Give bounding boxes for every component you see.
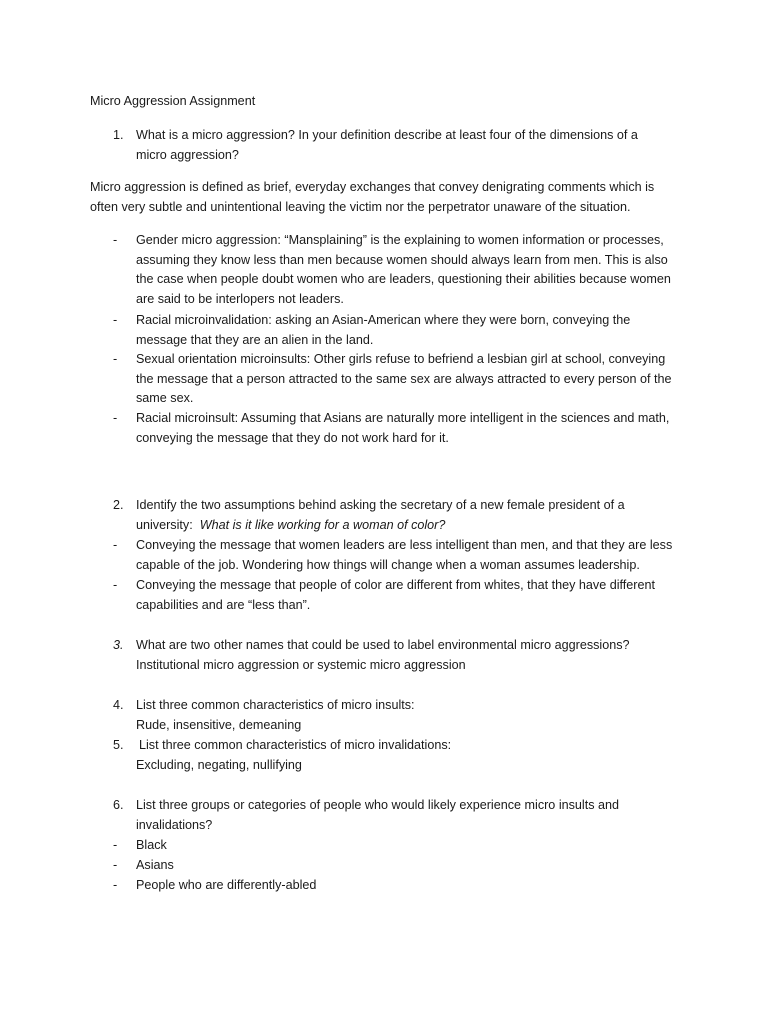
bullet-marker: -: [113, 878, 118, 892]
question-5-question: [139, 736, 451, 756]
bullet-marker: -: [113, 838, 118, 852]
bullet-group-differently-abled: People who are differently-abled: [136, 878, 317, 892]
bullet-line: are said to be interlopers not leaders.: [136, 291, 344, 306]
question-3-answer: Institutional micro aggression or systemic micro aggression: [136, 657, 466, 672]
question-5-answer: [136, 756, 302, 776]
question-3-text: [136, 636, 630, 675]
bullet-group-asians: Asians: [136, 858, 174, 872]
bullet-line: Conveying the message that women leaders are less intelligent than men, and that they are less: [136, 538, 673, 552]
bullet-group-black: Black: [136, 838, 167, 852]
bullet-people-of-color: [136, 576, 655, 615]
bullet-marker: -: [113, 538, 118, 552]
question-1-line: What is a micro aggression? In your definition describe at least four of the dimensions of a: [136, 128, 638, 142]
bullet-line: Racial microinsult: Assuming that Asians are naturally more intelligent in the sciences and math,: [136, 411, 670, 425]
question-5-answer-line: Excluding, negating, nullifying: [136, 758, 302, 772]
bullet-women-leaders: [136, 536, 672, 575]
bullet-line: same sex.: [136, 391, 194, 406]
question-1-number: 1.: [113, 128, 124, 142]
definition-line: Micro aggression is defined as brief, everyday exchanges that convey denigrating comments which is: [90, 180, 655, 194]
bullet-line: conveying the message that they do not work hard for it.: [136, 430, 449, 445]
document-title: Micro Aggression Assignment: [90, 94, 256, 108]
bullet-line: Conveying the message that people of color are different from whites, that they have different: [136, 578, 655, 592]
bullet-line: Racial microinvalidation: asking an Asian-American where they were born, conveying the: [136, 313, 631, 327]
question-3-question: What are two other names that could be used to label environmental micro aggressions?: [136, 638, 630, 652]
question-6-text: [136, 796, 619, 835]
bullet-sexual-orientation-microinsults: [136, 350, 672, 409]
bullet-line: the message that a person attracted to the same sex are always attracted to every person of the: [136, 371, 672, 386]
question-2-number: 2.: [113, 498, 124, 512]
bullet-marker: -: [113, 352, 118, 366]
bullet-gender-micro-aggression: [136, 231, 671, 309]
question-2-line: Identify the two assumptions behind asking the secretary of a new female president of a: [136, 498, 625, 512]
definition-line: often very subtle and unintentional leaving the victim nor the perpetrator unaware of the situation.: [90, 199, 631, 214]
bullet-marker: -: [113, 858, 118, 872]
question-2-italic-quote: What is it like working for a woman of color?: [199, 517, 446, 532]
question-4-text: [136, 696, 415, 735]
question-6-number: 6.: [113, 798, 124, 812]
bullet-racial-microinsult: [136, 409, 669, 448]
bullet-line: assuming they know less than men because women should always learn from men. This is also: [136, 252, 668, 267]
bullet-line: message that they are an alien in the land.: [136, 332, 374, 347]
bullet-line: Sexual orientation microinsults: Other girls refuse to befriend a lesbian girl at school, conveying: [136, 352, 666, 366]
definition-paragraph: [90, 178, 654, 217]
question-6-line: List three groups or categories of people who would likely experience micro insults and: [136, 798, 620, 812]
bullet-marker: -: [113, 313, 118, 327]
question-1-text: [136, 126, 638, 165]
bullet-racial-microinvalidation: [136, 311, 630, 350]
bullet-line: Gender micro aggression: “Mansplaining” is the explaining to women information or processes,: [136, 233, 664, 247]
question-5-question-line: List three common characteristics of micro invalidations:: [139, 738, 452, 752]
bullet-marker: -: [113, 411, 118, 425]
bullet-line: capable of the job. Wondering how things will change when a woman assumes leadership.: [136, 557, 640, 572]
question-1-line: micro aggression?: [136, 147, 239, 162]
bullet-marker: -: [113, 233, 118, 247]
question-5-number: 5.: [113, 738, 124, 752]
question-6-line: invalidations?: [136, 817, 213, 832]
bullet-line: capabilities and are “less than”.: [136, 597, 311, 612]
question-4-question: List three common characteristics of micro insults:: [136, 698, 415, 712]
question-2-prefix: university:: [136, 517, 200, 532]
question-4-number: 4.: [113, 698, 124, 712]
question-4-answer: Rude, insensitive, demeaning: [136, 717, 302, 732]
question-2-line: [136, 516, 625, 536]
question-2-text: [136, 496, 625, 535]
bullet-line: the case when people doubt women who are leaders, questioning their abilities because women: [136, 272, 671, 287]
question-3-number: 3.: [113, 638, 124, 652]
bullet-marker: -: [113, 578, 118, 592]
